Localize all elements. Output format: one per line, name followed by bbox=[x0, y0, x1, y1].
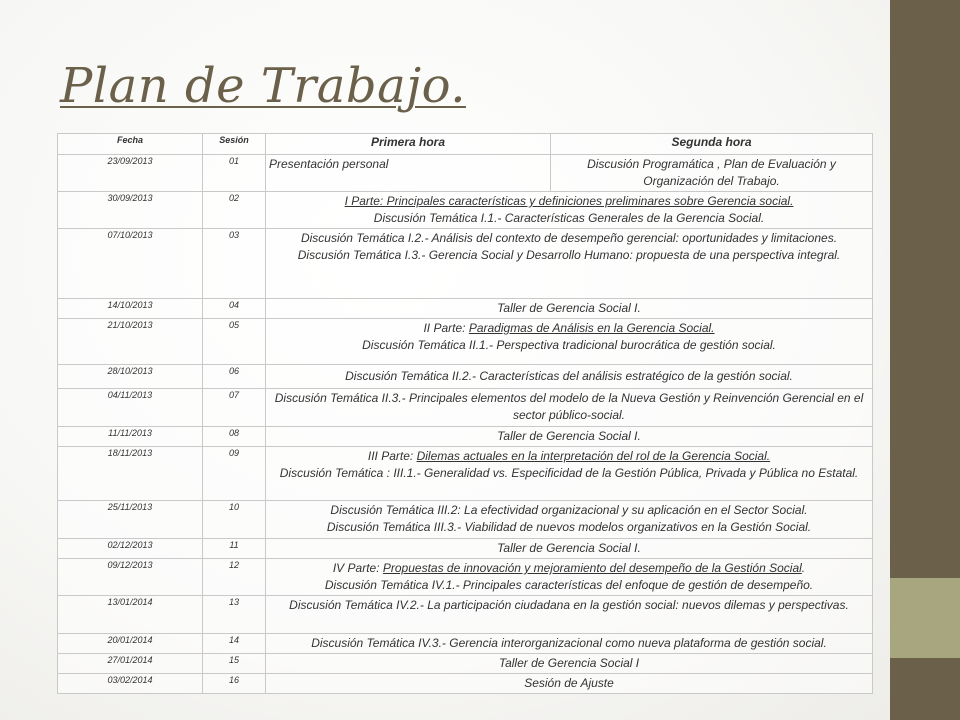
section-heading bbox=[269, 448, 869, 465]
row-session: 07 bbox=[203, 389, 266, 427]
sidebar-accent-light bbox=[890, 578, 960, 658]
topic-line: Discusión Temática III.3.- Viabilidad de nuevos modelos organizativos en la Gestión Social. bbox=[326, 520, 812, 534]
row-session: 09 bbox=[203, 447, 266, 501]
table-row bbox=[58, 192, 873, 229]
topic-line: Discusión Temática I.1.- Características Generales de la Gerencia Social. bbox=[373, 211, 765, 225]
row-session: 16 bbox=[203, 674, 266, 694]
row-first-hour: Presentación personal bbox=[266, 155, 551, 192]
table-row bbox=[58, 634, 873, 654]
row-date: 02/12/2013 bbox=[58, 539, 203, 559]
table-row bbox=[58, 654, 873, 674]
row-date: 14/10/2013 bbox=[58, 299, 203, 319]
row-session: 13 bbox=[203, 596, 266, 634]
section-prefix: II Parte: bbox=[423, 321, 469, 335]
topic-line: Discusión Temática I.2.- Análisis del contexto de desempeño gerencial: oportunidades y limitaciones. bbox=[300, 231, 838, 245]
row-date: 13/01/2014 bbox=[58, 596, 203, 634]
row-date: 20/01/2014 bbox=[58, 634, 203, 654]
section-prefix: III Parte: bbox=[367, 449, 417, 463]
table-row bbox=[58, 299, 873, 319]
row-date: 07/10/2013 bbox=[58, 229, 203, 299]
table-row bbox=[58, 365, 873, 389]
table-row bbox=[58, 501, 873, 539]
table-row bbox=[58, 559, 873, 596]
row-second-hour: Discusión Programática , Plan de Evaluación y Organización del Trabajo. bbox=[551, 155, 873, 192]
section-suffix: . bbox=[801, 561, 806, 575]
row-session: 04 bbox=[203, 299, 266, 319]
section-title: Propuestas de innovación y mejoramiento del desempeño de la Gestión Social bbox=[382, 561, 802, 575]
row-content bbox=[266, 319, 873, 365]
section-title: I Parte: Principales características y definiciones preliminares sobre Gerencia social. bbox=[344, 194, 794, 208]
row-content: Discusión Temática IV.3.- Gerencia interorganizacional como nueva plataforma de gestión social. bbox=[266, 634, 873, 654]
row-date: 11/11/2013 bbox=[58, 427, 203, 447]
topic-line: Discusión Temática III.2: La efectividad organizacional y su aplicación en el Sector Social. bbox=[330, 503, 808, 517]
row-content bbox=[266, 559, 873, 596]
section-title: Dilemas actuales en la interpretación del rol de la Gerencia Social. bbox=[416, 449, 771, 463]
row-content bbox=[266, 447, 873, 501]
schedule-table bbox=[57, 133, 873, 694]
table-row bbox=[58, 319, 873, 365]
table-row bbox=[58, 447, 873, 501]
row-session: 11 bbox=[203, 539, 266, 559]
row-session: 02 bbox=[203, 192, 266, 229]
table-row bbox=[58, 427, 873, 447]
sidebar-accent-dark bbox=[890, 0, 960, 578]
header-session: Sesión bbox=[203, 134, 266, 155]
row-date: 21/10/2013 bbox=[58, 319, 203, 365]
section-prefix: IV Parte: bbox=[332, 561, 383, 575]
row-date: 09/12/2013 bbox=[58, 559, 203, 596]
header-second-hour: Segunda hora bbox=[551, 134, 873, 155]
row-session: 08 bbox=[203, 427, 266, 447]
row-content: Taller de Gerencia Social I. bbox=[266, 539, 873, 559]
table-row bbox=[58, 155, 873, 192]
table-row bbox=[58, 229, 873, 299]
sidebar-accent-bottom bbox=[890, 658, 960, 720]
topic-line: Discusión Temática II.1.- Perspectiva tradicional burocrática de gestión social. bbox=[362, 338, 776, 352]
row-session: 03 bbox=[203, 229, 266, 299]
row-date: 30/09/2013 bbox=[58, 192, 203, 229]
row-content: Discusión Temática II.2.- Características del análisis estratégico de la gestión social. bbox=[266, 365, 873, 389]
header-first-hour: Primera hora bbox=[266, 134, 551, 155]
row-session: 01 bbox=[203, 155, 266, 192]
row-session: 10 bbox=[203, 501, 266, 539]
row-content bbox=[266, 501, 873, 539]
section-heading bbox=[269, 560, 869, 577]
row-date: 04/11/2013 bbox=[58, 389, 203, 427]
table-row bbox=[58, 539, 873, 559]
row-content: Taller de Gerencia Social I bbox=[266, 654, 873, 674]
row-session: 05 bbox=[203, 319, 266, 365]
table-row bbox=[58, 389, 873, 427]
row-session: 14 bbox=[203, 634, 266, 654]
row-session: 06 bbox=[203, 365, 266, 389]
row-date: 18/11/2013 bbox=[58, 447, 203, 501]
table-row bbox=[58, 596, 873, 634]
row-date: 23/09/2013 bbox=[58, 155, 203, 192]
row-date: 27/01/2014 bbox=[58, 654, 203, 674]
topic-line: Discusión Temática : III.1.- Generalidad vs. Especificidad de la Gestión Pública, Privada y Pública no Estatal. bbox=[279, 466, 859, 480]
row-content: Discusión Temática II.3.- Principales elementos del modelo de la Nueva Gestión y Reinvención Gerencial en el sector público-social. bbox=[266, 389, 873, 427]
page-title: Plan de Trabajo. bbox=[60, 58, 466, 114]
row-date: 25/11/2013 bbox=[58, 501, 203, 539]
section-heading bbox=[269, 320, 869, 337]
header-date: Fecha bbox=[58, 134, 203, 155]
section-title: Paradigmas de Análisis en la Gerencia Social. bbox=[468, 321, 715, 335]
row-content: Sesión de Ajuste bbox=[266, 674, 873, 694]
row-content: Taller de Gerencia Social I. bbox=[266, 299, 873, 319]
topic-line: Discusión Temática IV.1.- Principales características del enfoque de gestión de desempeño. bbox=[324, 578, 814, 592]
topic-line: Discusión Temática I.3.- Gerencia Social y Desarrollo Humano: propuesta de una perspectiva integral. bbox=[297, 248, 841, 262]
row-date: 03/02/2014 bbox=[58, 674, 203, 694]
table-row bbox=[58, 674, 873, 694]
row-content: Taller de Gerencia Social I. bbox=[266, 427, 873, 447]
row-session: 12 bbox=[203, 559, 266, 596]
table-header-row bbox=[58, 134, 873, 155]
row-content bbox=[266, 229, 873, 299]
row-session: 15 bbox=[203, 654, 266, 674]
row-content bbox=[266, 192, 873, 229]
row-content: Discusión Temática IV.2.- La participación ciudadana en la gestión social: nuevos dilemas y perspectivas. bbox=[266, 596, 873, 634]
row-date: 28/10/2013 bbox=[58, 365, 203, 389]
